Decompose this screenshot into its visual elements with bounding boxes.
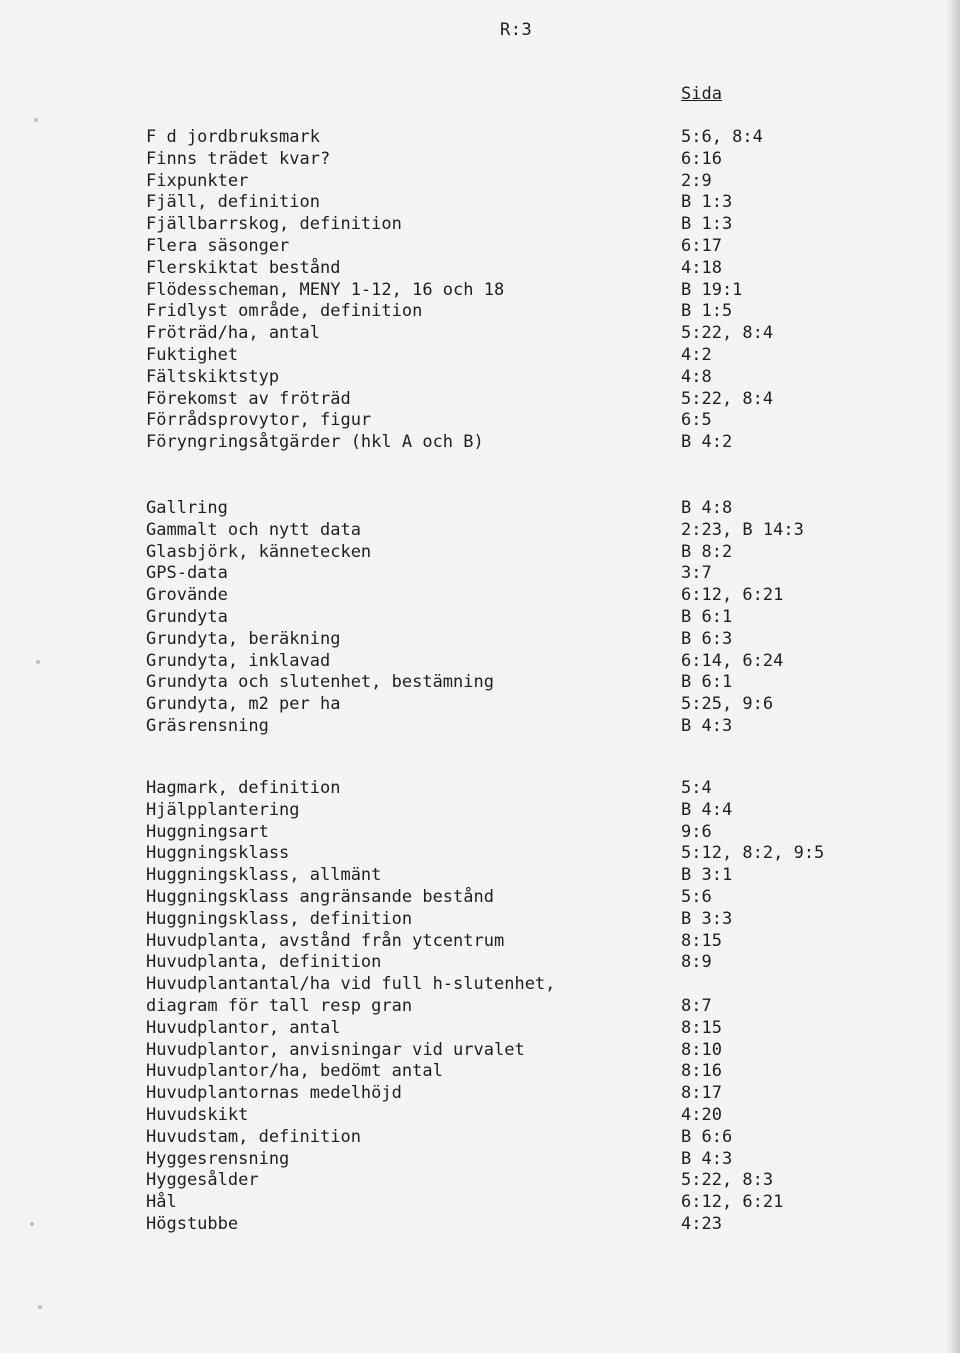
index-entry <box>0 974 960 1018</box>
index-term: Flödesscheman, MENY 1-12, 16 och 18 <box>146 279 505 300</box>
index-page-ref: 8:9 <box>681 952 712 973</box>
index-page-ref: 4:2 <box>681 344 712 365</box>
index-term: Förrådsprovytor, figur <box>146 410 372 431</box>
index-page-ref: 2:9 <box>681 170 712 191</box>
index-term: Huvudplantornas medelhöjd <box>146 1083 402 1104</box>
index-entry <box>0 865 960 887</box>
index-entry <box>0 520 960 542</box>
index-term: Huvudstam, definition <box>146 1126 361 1147</box>
index-term: Grundyta, inklavad <box>146 650 331 671</box>
index-page-ref: 5:4 <box>681 778 712 798</box>
index-term: Flera säsonger <box>146 235 290 256</box>
index-entry <box>0 931 960 953</box>
index-page-ref: B 1:3 <box>681 192 733 213</box>
index-page-ref: 2:23, B 14:3 <box>681 519 804 540</box>
index-page-ref: B 1:5 <box>681 301 733 322</box>
index-term: F d jordbruksmark <box>146 127 320 147</box>
index-term: Högstubbe <box>146 1213 239 1234</box>
index-entry <box>0 301 960 323</box>
index-term: Gammalt och nytt data <box>146 519 361 540</box>
index-page-ref: 6:12, 6:21 <box>681 585 784 606</box>
index-term: Fuktighet <box>146 344 239 365</box>
index-page-ref: B 19:1 <box>681 279 743 300</box>
index-term <box>146 974 555 1018</box>
index-term: Hyggesålder <box>146 1170 259 1191</box>
index-entry <box>0 258 960 280</box>
index-entry <box>0 432 960 454</box>
index-term: Huvudplantor, antal <box>146 1017 341 1038</box>
index-term: Grundyta, m2 per ha <box>146 694 341 715</box>
index-term: Grundyta och slutenhet, bestämning <box>146 672 494 693</box>
index-term-line: diagram för tall resp gran <box>146 995 413 1016</box>
index-entry <box>0 171 960 193</box>
index-page-ref: 4:20 <box>681 1104 722 1125</box>
index-entry <box>0 563 960 585</box>
index-term: Flerskiktat bestånd <box>146 257 341 278</box>
index-page-ref: B 3:3 <box>681 908 733 929</box>
index-entry <box>0 1105 960 1127</box>
index-page-ref: B 6:6 <box>681 1126 733 1147</box>
index-page-ref: B 1:3 <box>681 214 733 235</box>
index-page-ref: 5:22, 8:4 <box>681 323 774 344</box>
index-entry <box>0 498 960 520</box>
index-page-ref: B 4:4 <box>681 799 733 820</box>
index-term: Huggningsklass, definition <box>146 908 413 929</box>
index-page-ref: 5:12, 8:2, 9:5 <box>681 843 825 864</box>
index-term: Fröträd/ha, antal <box>146 323 320 344</box>
index-page-ref: B 4:3 <box>681 1148 733 1169</box>
index-page-ref: 5:6, 8:4 <box>681 127 763 147</box>
index-entry <box>0 800 960 822</box>
index-term: Gräsrensning <box>146 715 269 736</box>
index-entry <box>0 214 960 236</box>
index-term: Huvudplanta, avstånd från ytcentrum <box>146 930 505 951</box>
index-term: Huggningsklass, allmänt <box>146 865 382 886</box>
index-term: Fixpunkter <box>146 170 249 191</box>
index-page-ref: 4:8 <box>681 366 712 387</box>
index-term: Huvudplantor, anvisningar vid urvalet <box>146 1039 525 1060</box>
index-entry <box>0 323 960 345</box>
index-term: Huggningsklass angränsande bestånd <box>146 886 494 907</box>
index-entry <box>0 1083 960 1105</box>
index-page-ref: B 8:2 <box>681 541 733 562</box>
index-term: Fridlyst område, definition <box>146 301 423 322</box>
index-entry <box>0 410 960 432</box>
index-page-ref: 8:10 <box>681 1039 722 1060</box>
index-entry <box>0 822 960 844</box>
index-entry <box>0 345 960 367</box>
index-term: Fjällbarrskog, definition <box>146 214 402 235</box>
index-page-ref: 4:23 <box>681 1213 722 1234</box>
index-page-ref: 9:6 <box>681 821 712 842</box>
index-entry <box>0 1040 960 1062</box>
index-entry <box>0 607 960 629</box>
index-page-ref: 5:6 <box>681 886 712 907</box>
index-section-f <box>0 127 960 454</box>
index-page-ref: 4:18 <box>681 257 722 278</box>
index-section-h <box>0 778 960 1236</box>
index-term-line: Huvudplantantal/ha vid full h-slutenhet, <box>146 974 556 995</box>
index-entry <box>0 952 960 974</box>
index-term: GPS-data <box>146 563 228 584</box>
index-page-ref: B 4:3 <box>681 715 733 736</box>
index-page-ref: 6:16 <box>681 148 722 169</box>
index-term: Grundyta <box>146 606 228 627</box>
index-entry <box>0 585 960 607</box>
index-term: Hjälpplantering <box>146 799 300 820</box>
index-term: Gallring <box>146 498 228 518</box>
index-page-ref: 6:14, 6:24 <box>681 650 784 671</box>
index-term: Förekomst av fröträd <box>146 388 351 409</box>
index-entry <box>0 651 960 673</box>
index-entry <box>0 629 960 651</box>
index-entry <box>0 1018 960 1040</box>
index-page-ref: 8:15 <box>681 1017 722 1038</box>
index-entry <box>0 1127 960 1149</box>
index-entry <box>0 367 960 389</box>
index-entry <box>0 1061 960 1083</box>
index-page-ref: B 4:8 <box>681 498 733 518</box>
index-page-ref: 5:25, 9:6 <box>681 694 774 715</box>
index-page-ref: 5:22, 8:3 <box>681 1170 774 1191</box>
scan-speck <box>38 1305 42 1309</box>
index-entry <box>0 1192 960 1214</box>
index-page-ref: B 6:1 <box>681 606 733 627</box>
index-page-ref: 8:16 <box>681 1061 722 1082</box>
index-term: Huggningsart <box>146 821 269 842</box>
index-entry <box>0 236 960 258</box>
index-page-ref: B 6:3 <box>681 628 733 649</box>
index-term: Hyggesrensning <box>146 1148 290 1169</box>
index-entry <box>0 542 960 564</box>
index-term: Huvudplantor/ha, bedömt antal <box>146 1061 443 1082</box>
index-entry <box>0 192 960 214</box>
index-term: Huggningsklass <box>146 843 290 864</box>
index-page-ref: 8:7 <box>681 995 712 1016</box>
index-term: Grovände <box>146 585 228 606</box>
index-entry <box>0 1170 960 1192</box>
index-page-ref: B 4:2 <box>681 432 733 453</box>
index-term: Finns trädet kvar? <box>146 148 331 169</box>
index-term: Huvudplanta, definition <box>146 952 382 973</box>
index-page-ref: 6:5 <box>681 410 712 431</box>
index-entry <box>0 389 960 411</box>
index-term: Fältskiktstyp <box>146 366 280 387</box>
index-term: Föryngringsåtgärder (hkl A och B) <box>146 432 484 453</box>
index-entry <box>0 280 960 302</box>
index-entry <box>0 672 960 694</box>
index-page-ref: 5:22, 8:4 <box>681 388 774 409</box>
page-column-header: Sida <box>681 84 722 104</box>
index-entry <box>0 149 960 171</box>
index-section-g <box>0 498 960 738</box>
index-term: Huvudskikt <box>146 1104 249 1125</box>
index-entry <box>0 716 960 738</box>
index-term: Hagmark, definition <box>146 778 341 798</box>
index-page-ref: 8:17 <box>681 1083 722 1104</box>
index-page-ref: 8:15 <box>681 930 722 951</box>
index-page-ref: B 3:1 <box>681 865 733 886</box>
index-term: Hål <box>146 1192 177 1213</box>
index-entry <box>0 127 960 149</box>
index-page-ref: B 6:1 <box>681 672 733 693</box>
index-entry <box>0 1149 960 1171</box>
index-page-ref: 6:17 <box>681 235 722 256</box>
index-term: Glasbjörk, kännetecken <box>146 541 372 562</box>
index-entry <box>0 1214 960 1236</box>
index-entry <box>0 694 960 716</box>
scan-speck <box>34 118 38 122</box>
index-page-ref: 6:12, 6:21 <box>681 1192 784 1213</box>
index-term: Fjäll, definition <box>146 192 320 213</box>
index-entry <box>0 843 960 865</box>
index-entry <box>0 887 960 909</box>
index-entry <box>0 778 960 800</box>
index-term: Grundyta, beräkning <box>146 628 341 649</box>
index-entry <box>0 909 960 931</box>
index-page-ref: 3:7 <box>681 563 712 584</box>
page-id: R:3 <box>500 20 533 40</box>
